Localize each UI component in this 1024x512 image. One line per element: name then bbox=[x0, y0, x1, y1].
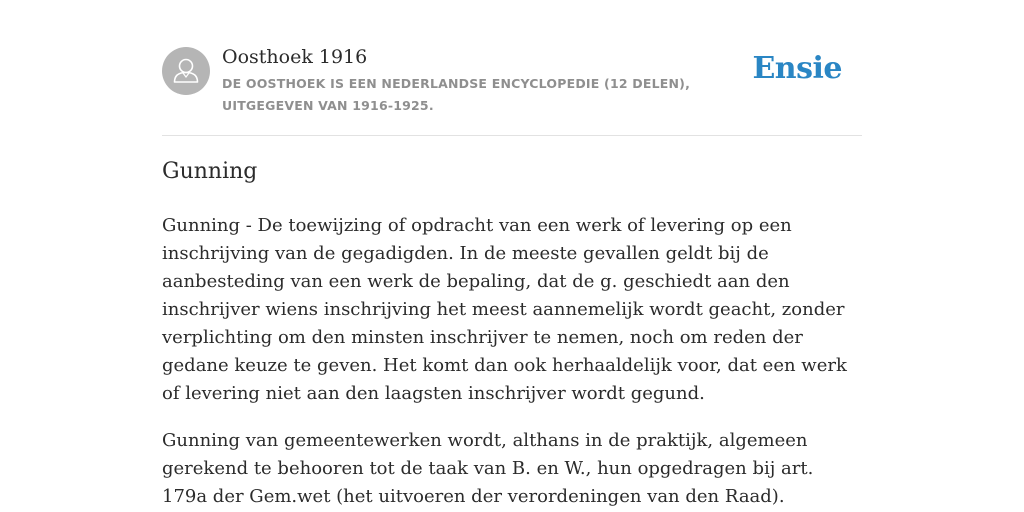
article-body bbox=[162, 212, 862, 512]
brand-logo[interactable]: Ensie bbox=[752, 51, 842, 86]
article-paragraph: Gunning van gemeentewerken wordt, althans in de praktijk, algemeen gerekend te behooren tot de taak van B. en W., hun opgedragen bij art. 179a der Gem.wet (het uitvoeren der verordeningen van den Raad). bbox=[162, 430, 814, 507]
source-title[interactable]: Oosthoek 1916 bbox=[222, 46, 368, 68]
article-title: Gunning bbox=[162, 159, 258, 184]
source-header bbox=[162, 44, 862, 136]
article-paragraph: Gunning - De toewijzing of opdracht van een werk of levering op een inschrijving van de gegadigden. In de meeste gevallen geldt bij de aanbesteding van een werk de bepaling, dat de g. geschiedt aan den inschrijver wiens inschrijving het meest aannemelijk wordt geacht, zonder verplichting om den minsten inschrijver te nemen, noch om reden der gedane keuze te geven. Het komt dan ook herhaaldelijk voor, dat een werk of levering niet aan den laagsten inschrijver wordt gegund. bbox=[162, 215, 847, 404]
source-description: DE OOSTHOEK IS EEN NEDERLANDSE ENCYCLOPEDIE (12 DELEN), UITGEGEVEN VAN 1916-1925. bbox=[222, 76, 691, 113]
user-icon bbox=[162, 47, 210, 95]
header-divider bbox=[162, 135, 862, 136]
avatar bbox=[162, 47, 210, 95]
